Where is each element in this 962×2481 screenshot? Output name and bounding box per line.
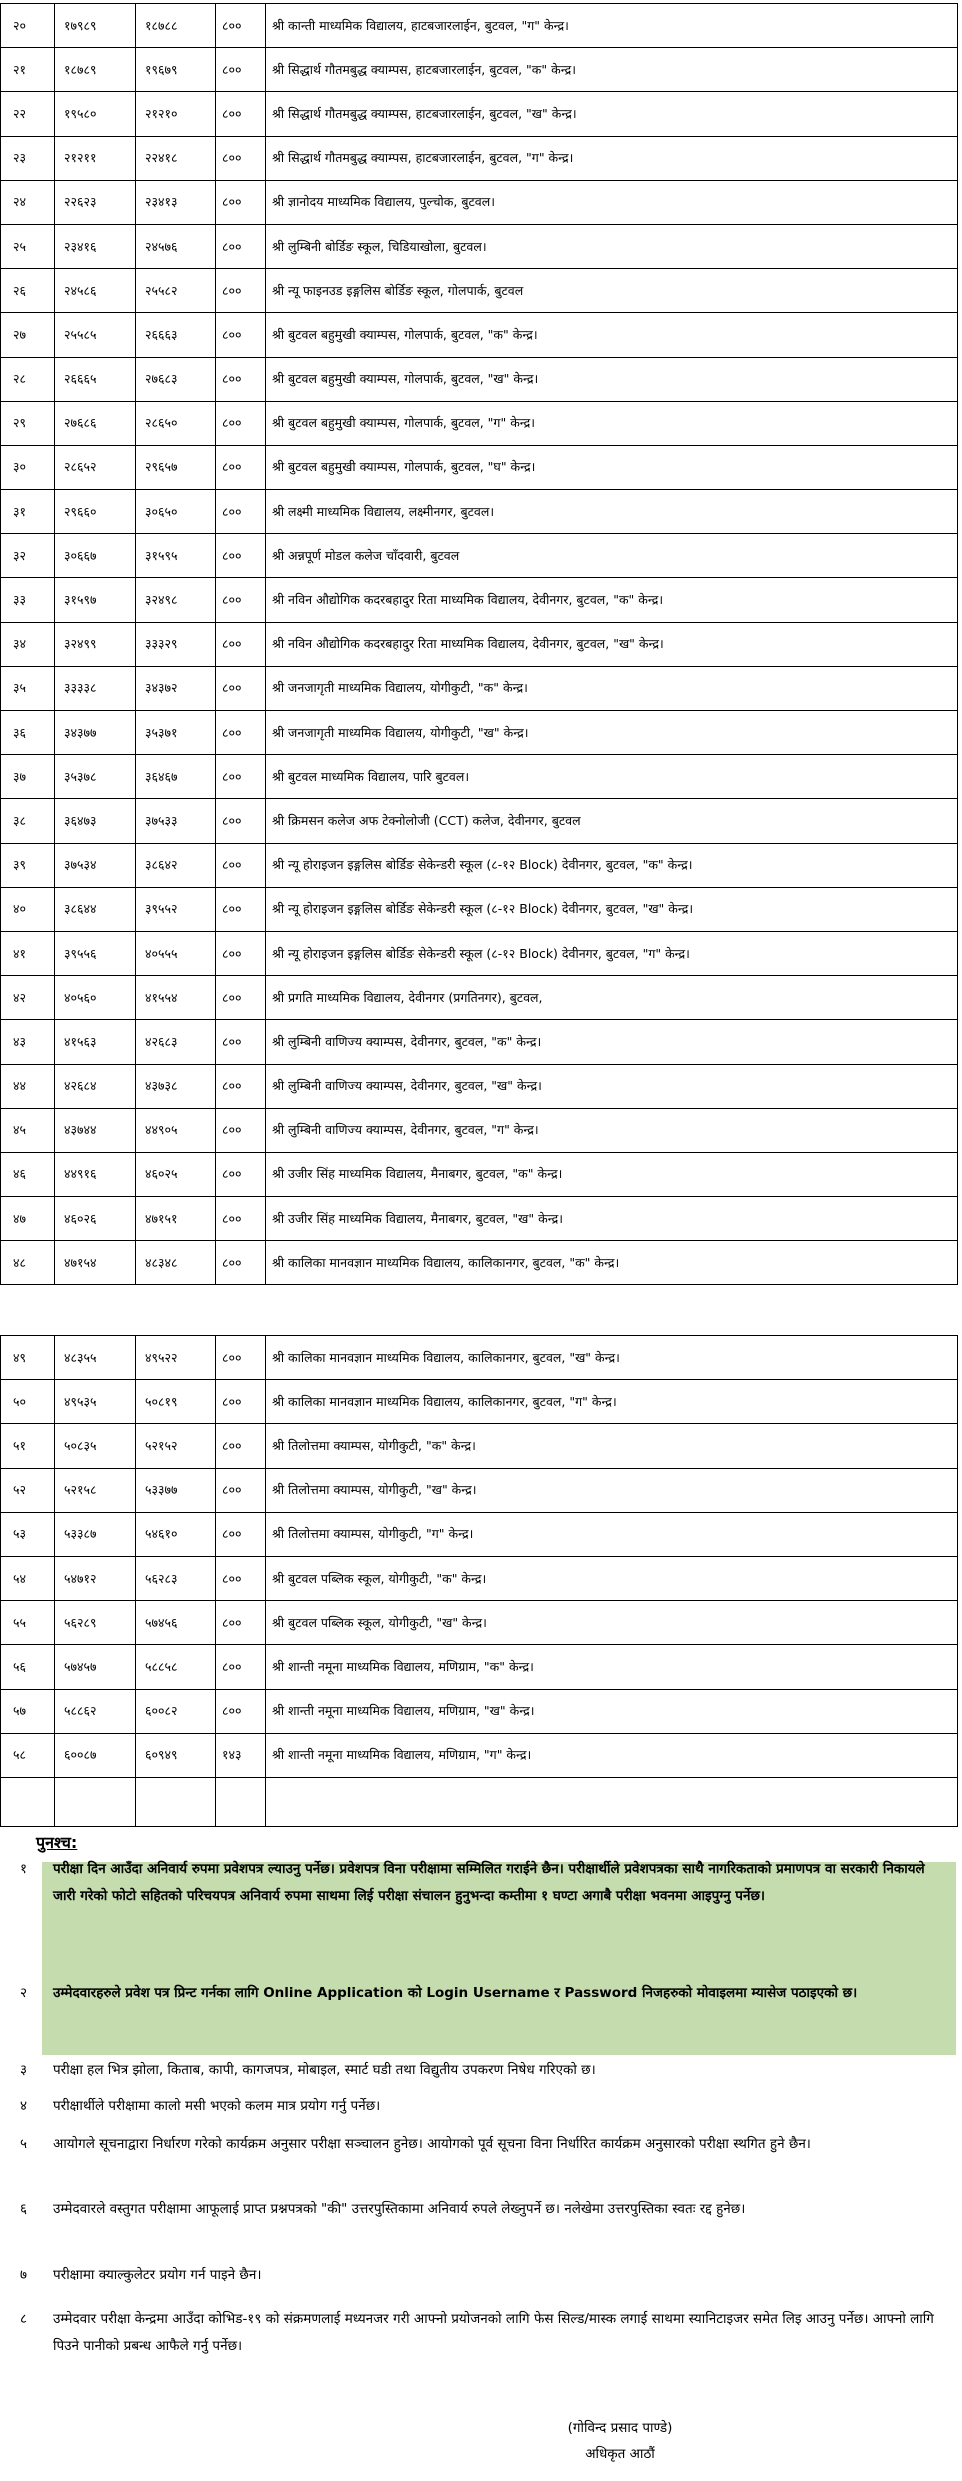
note-number: ६ (20, 2201, 28, 2217)
candidate-count-cell: ८०० (216, 976, 266, 1020)
exam-center-name-cell: श्री बुटवल बहुमुखी क्याम्पस, गोलपार्क, बुटवल, "ग" केन्द्र। (266, 401, 958, 445)
roll-to-cell: २८६५० (136, 401, 216, 445)
candidate-count-cell: ८०० (216, 1556, 266, 1600)
roll-from-cell: ३२४९९ (55, 622, 136, 666)
exam-center-name-cell: श्री शान्ती नमूना माध्यमिक विद्यालय, मणिग्राम, "क" केन्द्र। (266, 1645, 958, 1689)
note-text: परीक्षा दिन आउँदा अनिवार्य रुपमा प्रवेशपत्र ल्याउनु पर्नेछ। प्रवेशपत्र विना परीक्षामा सम्मिलित गराईने छैन। परीक्षार्थीले प्रवेशपत्रका साथै नागरिकताको प्रमाणपत्र वा सरकारी निकायले जारी गरेको फोटो सहितको परिचयपत्र अनिवार्य रुपमा साथमा लिई परीक्षा संचालन हुनुभन्दा कम्तीमा १ घण्टा अगाबै परीक्षा भवनमा आइपुग्नु पर्नेछ। (53, 1861, 925, 1904)
empty-cell (216, 1777, 266, 1826)
roll-to-cell: ६०९४९ (136, 1733, 216, 1777)
roll-from-cell: २१२११ (55, 136, 136, 180)
notes-heading: पुनश्च: (36, 1833, 78, 1852)
exam-center-name-cell: श्री नविन औद्योगिक कदरबहादुर रिता माध्यमिक विद्यालय, देवीनगर, बुटवल, "ख" केन्द्र। (266, 622, 958, 666)
candidate-count-cell: ८०० (216, 180, 266, 224)
roll-to-cell: ३२४९८ (136, 578, 216, 622)
candidate-count-cell: ८०० (216, 1601, 266, 1645)
serial-number-cell: २३ (1, 136, 55, 180)
table-row (1, 1468, 958, 1512)
roll-to-cell: ३४३७२ (136, 666, 216, 710)
exam-center-name-cell: श्री लक्ष्मी माध्यमिक विद्यालय, लक्ष्मीनगर, बुटवल। (266, 490, 958, 534)
candidate-count-cell: ८०० (216, 711, 266, 755)
serial-number-cell: ५५ (1, 1601, 55, 1645)
table-row (1, 578, 958, 622)
exam-center-name-cell: श्री लुम्बिनी वाणिज्य क्याम्पस, देवीनगर, बुटवल, "ग" केन्द्र। (266, 1108, 958, 1152)
roll-to-cell: ६००८२ (136, 1689, 216, 1733)
serial-number-cell: ३६ (1, 711, 55, 755)
roll-to-cell: ४८३४८ (136, 1241, 216, 1285)
roll-to-cell: ३०६५० (136, 490, 216, 534)
roll-from-cell: ३६४७३ (55, 799, 136, 843)
table-row (1, 1197, 958, 1241)
candidate-count-cell: ८०० (216, 1468, 266, 1512)
roll-to-cell: १९६७९ (136, 48, 216, 92)
exam-center-name-cell: श्री जनजागृती माध्यमिक विद्यालय, योगीकुटी, "क" केन्द्र। (266, 666, 958, 710)
roll-to-cell: २९६५७ (136, 445, 216, 489)
note-text: परीक्षा हल भित्र झोला, किताब, कापी, कागजपत्र, मोबाइल, स्मार्ट घडी तथा विद्युतीय उपकरण निषेध गरिएको छ। (53, 2062, 596, 2078)
roll-to-cell: ३३३२९ (136, 622, 216, 666)
serial-number-cell: ४८ (1, 1241, 55, 1285)
roll-from-cell: २२६२३ (55, 180, 136, 224)
note-number: २ (20, 1985, 28, 2001)
exam-center-name-cell: श्री बुटवल बहुमुखी क्याम्पस, गोलपार्क, बुटवल, "घ" केन्द्र। (266, 445, 958, 489)
exam-center-name-cell: श्री तिलोत्तमा क्याम्पस, योगीकुटी, "ख" केन्द्र। (266, 1468, 958, 1512)
exam-center-name-cell: श्री अन्नपूर्ण मोडल कलेज चाँदवारी, बुटवल (266, 534, 958, 578)
empty-cell (1, 1777, 55, 1826)
table-row (1, 711, 958, 755)
exam-center-name-cell: श्री तिलोत्तमा क्याम्पस, योगीकुटी, "ग" केन्द्र। (266, 1512, 958, 1556)
serial-number-cell: ३४ (1, 622, 55, 666)
roll-to-cell: २३४१३ (136, 180, 216, 224)
roll-to-cell: ५०८१९ (136, 1380, 216, 1424)
serial-number-cell: ४३ (1, 1020, 55, 1064)
table-row (1, 1064, 958, 1108)
candidate-count-cell: ८०० (216, 534, 266, 578)
roll-from-cell: ४२६८४ (55, 1064, 136, 1108)
roll-to-cell: ५७४५६ (136, 1601, 216, 1645)
note-text: उम्मेदवारहरुले प्रवेश पत्र प्रिन्ट गर्नका लागि Online Application को Login Username र Password निजहरुको मोवाइलमा म्यासेज पठाइएको छ। (53, 1985, 858, 2001)
serial-number-cell: ३९ (1, 843, 55, 887)
note-number: ४ (20, 2098, 28, 2114)
note-text: उम्मेदवार परीक्षा केन्द्रमा आउँदा कोभिड-१९ को संक्रमणलाई मध्यनजर गरी आफ्नो प्रयोजनको लागि फेस सिल्ड/मास्क लगाई साथमा स्यानिटाइजर समेत लिइ आउनु पर्नेछ। आफ्नो लागि पिउने पानीको प्रबन्ध आफैले गर्नु पर्नेछ। (53, 2311, 934, 2354)
candidate-count-cell: ८०० (216, 224, 266, 268)
roll-from-cell: ५२१५८ (55, 1468, 136, 1512)
serial-number-cell: ४० (1, 887, 55, 931)
table-row (1, 92, 958, 136)
serial-number-cell: २७ (1, 313, 55, 357)
signature-block (525, 2415, 715, 2467)
roll-from-cell: २३४१६ (55, 224, 136, 268)
roll-from-cell: ५७४५७ (55, 1645, 136, 1689)
candidate-count-cell: ८०० (216, 445, 266, 489)
candidate-count-cell: ८०० (216, 1689, 266, 1733)
exam-center-name-cell: श्री कान्ती माध्यमिक विद्यालय, हाटबजारलाईन, बुटवल, "ग" केन्द्र। (266, 4, 958, 48)
table-row (1, 136, 958, 180)
exam-center-name-cell: श्री न्यू होराइजन इङ्गलिस बोर्डिङ सेकेन्डरी स्कूल (८-१२ Block) देवीनगर, बुटवल, "ग" केन्द्र। (266, 931, 958, 975)
candidate-count-cell: १४३ (216, 1733, 266, 1777)
roll-from-cell: ४३७४४ (55, 1108, 136, 1152)
table-row (1, 1380, 958, 1424)
serial-number-cell: ४९ (1, 1336, 55, 1380)
serial-number-cell: ५० (1, 1380, 55, 1424)
note-text: परीक्षार्थीले परीक्षामा कालो मसी भएको कलम मात्र प्रयोग गर्नु पर्नेछ। (53, 2098, 381, 2114)
note-number: ३ (20, 2062, 28, 2078)
exam-center-name-cell: श्री बुटवल पब्लिक स्कूल, योगीकुटी, "ख" केन्द्र। (266, 1601, 958, 1645)
roll-from-cell: ३४३७७ (55, 711, 136, 755)
exam-center-name-cell: श्री न्यू होराइजन इङ्गलिस बोर्डिङ सेकेन्डरी स्कूल (८-१२ Block) देवीनगर, बुटवल, "ख" केन्द्र। (266, 887, 958, 931)
roll-from-cell: १७९८९ (55, 4, 136, 48)
empty-cell (55, 1777, 136, 1826)
table-row (1, 1689, 958, 1733)
serial-number-cell: २४ (1, 180, 55, 224)
exam-center-name-cell: श्री सिद्धार्थ गौतमबुद्ध क्याम्पस, हाटबजारलाईन, बुटवल, "ख" केन्द्र। (266, 92, 958, 136)
roll-from-cell: ५४७१२ (55, 1556, 136, 1600)
table-row (1, 313, 958, 357)
candidate-count-cell: ८०० (216, 887, 266, 931)
roll-from-cell: ३८६४४ (55, 887, 136, 931)
candidate-count-cell: ८०० (216, 1108, 266, 1152)
serial-number-cell: २८ (1, 357, 55, 401)
roll-to-cell: ४६०२५ (136, 1152, 216, 1196)
table-row (1, 887, 958, 931)
candidate-count-cell: ८०० (216, 1424, 266, 1468)
roll-to-cell: २७६८३ (136, 357, 216, 401)
candidate-count-cell: ८०० (216, 1336, 266, 1380)
candidate-count-cell: ८०० (216, 1064, 266, 1108)
serial-number-cell: ३३ (1, 578, 55, 622)
table-row (1, 976, 958, 1020)
exam-center-name-cell: श्री बुटवल बहुमुखी क्याम्पस, गोलपार्क, बुटवल, "ख" केन्द्र। (266, 357, 958, 401)
roll-to-cell: ३१५९५ (136, 534, 216, 578)
candidate-count-cell: ८०० (216, 799, 266, 843)
candidate-count-cell: ८०० (216, 1645, 266, 1689)
table-row (1, 48, 958, 92)
serial-number-cell: ३८ (1, 799, 55, 843)
candidate-count-cell: ८०० (216, 136, 266, 180)
table-row (1, 1020, 958, 1064)
candidate-count-cell: ८०० (216, 269, 266, 313)
serial-number-cell: ३० (1, 445, 55, 489)
exam-center-name-cell: श्री जनजागृती माध्यमिक विद्यालय, योगीकुटी, "ख" केन्द्र। (266, 711, 958, 755)
note-number: ५ (20, 2136, 28, 2152)
exam-center-name-cell: श्री उजीर सिंह माध्यमिक विद्यालय, मैनाबगर, बुटवल, "क" केन्द्र। (266, 1152, 958, 1196)
table-row (1, 1152, 958, 1196)
candidate-count-cell: ८०० (216, 666, 266, 710)
roll-to-cell: ३७५३३ (136, 799, 216, 843)
roll-to-cell: २४५७६ (136, 224, 216, 268)
serial-number-cell: ४४ (1, 1064, 55, 1108)
exam-center-name-cell: श्री सिद्धार्थ गौतमबुद्ध क्याम्पस, हाटबजारलाईन, बुटवल, "क" केन्द्र। (266, 48, 958, 92)
exam-center-name-cell: श्री ज्ञानोदय माध्यमिक विद्यालय, पुल्चोक, बुटवल। (266, 180, 958, 224)
roll-to-cell: ५३३७७ (136, 1468, 216, 1512)
roll-from-cell: १८७८९ (55, 48, 136, 92)
table-row (1, 666, 958, 710)
candidate-count-cell: ८०० (216, 622, 266, 666)
empty-cell (136, 1777, 216, 1826)
table-row (1, 799, 958, 843)
table-row (1, 1424, 958, 1468)
table-row (1, 180, 958, 224)
roll-to-cell: ५६२८३ (136, 1556, 216, 1600)
table-row (1, 1645, 958, 1689)
table-row (1, 1108, 958, 1152)
serial-number-cell: ५३ (1, 1512, 55, 1556)
serial-number-cell: २५ (1, 224, 55, 268)
exam-center-name-cell: श्री लुम्बिनी वाणिज्य क्याम्पस, देवीनगर, बुटवल, "क" केन्द्र। (266, 1020, 958, 1064)
table-row (1, 755, 958, 799)
table-row (1, 843, 958, 887)
serial-number-cell: ५६ (1, 1645, 55, 1689)
roll-from-cell: २८६५२ (55, 445, 136, 489)
table-row (1, 1336, 958, 1380)
exam-center-name-cell: श्री बुटवल माध्यमिक विद्यालय, पारि बुटवल। (266, 755, 958, 799)
roll-to-cell: ४४९०५ (136, 1108, 216, 1152)
roll-from-cell: ३९५५६ (55, 931, 136, 975)
note-number: १ (20, 1861, 28, 1877)
table-row (1, 1601, 958, 1645)
candidate-count-cell: ८०० (216, 755, 266, 799)
serial-number-cell: २९ (1, 401, 55, 445)
roll-from-cell: ५०८३५ (55, 1424, 136, 1468)
serial-number-cell: ४७ (1, 1197, 55, 1241)
roll-from-cell: २५५८५ (55, 313, 136, 357)
exam-center-name-cell: श्री शान्ती नमूना माध्यमिक विद्यालय, मणिग्राम, "ग" केन्द्र। (266, 1733, 958, 1777)
note-text: उम्मेदवारले वस्तुगत परीक्षामा आफूलाई प्राप्त प्रश्नपत्रको "की" उत्तरपुस्तिकामा अनिवार्य रुपले लेख्नुपर्ने छ। नलेखेमा उत्तरपुस्तिका स्वतः रद्द हुनेछ। (53, 2201, 746, 2217)
serial-number-cell: ५१ (1, 1424, 55, 1468)
roll-from-cell: ४४९१६ (55, 1152, 136, 1196)
candidate-count-cell: ८०० (216, 313, 266, 357)
table-row (1, 357, 958, 401)
roll-to-cell: ४२६८३ (136, 1020, 216, 1064)
roll-from-cell: २६६६५ (55, 357, 136, 401)
serial-number-cell: ५८ (1, 1733, 55, 1777)
table-row (1, 224, 958, 268)
serial-number-cell: ४१ (1, 931, 55, 975)
signatory-name: (गोविन्द प्रसाद पाण्डे) (567, 2420, 673, 2436)
table-row (1, 4, 958, 48)
roll-to-cell: ५२१५२ (136, 1424, 216, 1468)
table-row (1, 401, 958, 445)
serial-number-cell: ३२ (1, 534, 55, 578)
roll-to-cell: १८७८८ (136, 4, 216, 48)
exam-center-name-cell: श्री लुम्बिनी वाणिज्य क्याम्पस, देवीनगर, बुटवल, "ख" केन्द्र। (266, 1064, 958, 1108)
candidate-count-cell: ८०० (216, 931, 266, 975)
exam-center-name-cell: श्री लुम्बिनी बोर्डिङ स्कूल, चिडियाखोला, बुटवल। (266, 224, 958, 268)
table-row (1, 622, 958, 666)
candidate-count-cell: ८०० (216, 401, 266, 445)
roll-to-cell: ३८६४२ (136, 843, 216, 887)
roll-from-cell: ५६२८९ (55, 1601, 136, 1645)
table-row (1, 490, 958, 534)
note-number: ८ (20, 2311, 28, 2327)
table-row (1, 1556, 958, 1600)
roll-from-cell: ६००८७ (55, 1733, 136, 1777)
serial-number-cell: ५४ (1, 1556, 55, 1600)
roll-from-cell: ५३३८७ (55, 1512, 136, 1556)
roll-from-cell: ५८८६२ (55, 1689, 136, 1733)
table-row (1, 1241, 958, 1285)
roll-to-cell: २१२१० (136, 92, 216, 136)
exam-center-name-cell: श्री शान्ती नमूना माध्यमिक विद्यालय, मणिग्राम, "ख" केन्द्र। (266, 1689, 958, 1733)
note-text: आयोगले सूचनाद्वारा निर्धारण गरेको कार्यक्रम अनुसार परीक्षा सञ्चालन हुनेछ। आयोगको पूर्व सूचना विना निर्धारित कार्यक्रम अनुसारको परीक्षा स्थगित हुने छैन। (53, 2136, 811, 2152)
roll-from-cell: ४६०२६ (55, 1197, 136, 1241)
roll-from-cell: ३३३३८ (55, 666, 136, 710)
serial-number-cell: ५७ (1, 1689, 55, 1733)
exam-center-name-cell: श्री सिद्धार्थ गौतमबुद्ध क्याम्पस, हाटबजारलाईन, बुटवल, "ग" केन्द्र। (266, 136, 958, 180)
serial-number-cell: ५२ (1, 1468, 55, 1512)
roll-to-cell: २२४१८ (136, 136, 216, 180)
exam-center-name-cell: श्री कालिका मानवज्ञान माध्यमिक विद्यालय, कालिकानगर, बुटवल, "ग" केन्द्र। (266, 1380, 958, 1424)
roll-from-cell: ३५३७८ (55, 755, 136, 799)
roll-to-cell: ४३७३८ (136, 1064, 216, 1108)
candidate-count-cell: ८०० (216, 1152, 266, 1196)
roll-from-cell: ३७५३४ (55, 843, 136, 887)
roll-to-cell: ५८८५८ (136, 1645, 216, 1689)
roll-from-cell: ४८३५५ (55, 1336, 136, 1380)
candidate-count-cell: ८०० (216, 92, 266, 136)
empty-table-row (1, 1777, 958, 1826)
table-row (1, 1512, 958, 1556)
roll-to-cell: ४७१५१ (136, 1197, 216, 1241)
roll-from-cell: ४९५३५ (55, 1380, 136, 1424)
roll-from-cell: २७६८६ (55, 401, 136, 445)
candidate-count-cell: ८०० (216, 1512, 266, 1556)
exam-center-name-cell: श्री न्यू होराइजन इङ्गलिस बोर्डिङ सेकेन्डरी स्कूल (८-१२ Block) देवीनगर, बुटवल, "क" केन्द्र। (266, 843, 958, 887)
exam-center-name-cell: श्री उजीर सिंह माध्यमिक विद्यालय, मैनाबगर, बुटवल, "ख" केन्द्र। (266, 1197, 958, 1241)
roll-to-cell: ३९५५२ (136, 887, 216, 931)
exam-center-name-cell: श्री बुटवल पब्लिक स्कूल, योगीकुटी, "क" केन्द्र। (266, 1556, 958, 1600)
serial-number-cell: २० (1, 4, 55, 48)
candidate-count-cell: ८०० (216, 578, 266, 622)
exam-center-name-cell: श्री क्रिमसन कलेज अफ टेक्नोलोजी (CCT) कलेज, देवीनगर, बुटवल (266, 799, 958, 843)
roll-to-cell: ४१५५४ (136, 976, 216, 1020)
exam-center-name-cell: श्री कालिका मानवज्ञान माध्यमिक विद्यालय, कालिकानगर, बुटवल, "क" केन्द्र। (266, 1241, 958, 1285)
roll-to-cell: ५४६१० (136, 1512, 216, 1556)
roll-to-cell: ४०५५५ (136, 931, 216, 975)
serial-number-cell: ३१ (1, 490, 55, 534)
roll-from-cell: ४०५६० (55, 976, 136, 1020)
note-number: ७ (20, 2267, 28, 2283)
exam-center-name-cell: श्री तिलोत्तमा क्याम्पस, योगीकुटी, "क" केन्द्र। (266, 1424, 958, 1468)
roll-from-cell: १९५८० (55, 92, 136, 136)
signatory-title: अधिकृत आठौं (585, 2446, 655, 2462)
exam-center-table-part-1 (0, 3, 958, 1285)
candidate-count-cell: ८०० (216, 490, 266, 534)
candidate-count-cell: ८०० (216, 843, 266, 887)
serial-number-cell: ३५ (1, 666, 55, 710)
table-row (1, 931, 958, 975)
roll-from-cell: २४५८६ (55, 269, 136, 313)
roll-to-cell: ३५३७१ (136, 711, 216, 755)
exam-center-name-cell: श्री प्रगति माध्यमिक विद्यालय, देवीनगर (प्रगतिनगर), बुटवल, (266, 976, 958, 1020)
candidate-count-cell: ८०० (216, 4, 266, 48)
serial-number-cell: २६ (1, 269, 55, 313)
candidate-count-cell: ८०० (216, 1380, 266, 1424)
exam-center-name-cell: श्री कालिका मानवज्ञान माध्यमिक विद्यालय, कालिकानगर, बुटवल, "ख" केन्द्र। (266, 1336, 958, 1380)
empty-cell (266, 1777, 958, 1826)
exam-center-name-cell: श्री बुटवल बहुमुखी क्याम्पस, गोलपार्क, बुटवल, "क" केन्द्र। (266, 313, 958, 357)
serial-number-cell: २१ (1, 48, 55, 92)
exam-center-name-cell: श्री न्यू फाइनउड इङ्गलिस बोर्डिङ स्कूल, गोलपार्क, बुटवल (266, 269, 958, 313)
roll-to-cell: २६६६३ (136, 313, 216, 357)
serial-number-cell: ४६ (1, 1152, 55, 1196)
candidate-count-cell: ८०० (216, 48, 266, 92)
roll-to-cell: ४९५२२ (136, 1336, 216, 1380)
table-row (1, 445, 958, 489)
roll-from-cell: ३१५९७ (55, 578, 136, 622)
candidate-count-cell: ८०० (216, 1020, 266, 1064)
roll-from-cell: ४१५६३ (55, 1020, 136, 1064)
table-row (1, 534, 958, 578)
roll-to-cell: ३६४६७ (136, 755, 216, 799)
serial-number-cell: ३७ (1, 755, 55, 799)
roll-from-cell: ३०६६७ (55, 534, 136, 578)
serial-number-cell: ४५ (1, 1108, 55, 1152)
roll-from-cell: ४७१५४ (55, 1241, 136, 1285)
candidate-count-cell: ८०० (216, 1241, 266, 1285)
candidate-count-cell: ८०० (216, 1197, 266, 1241)
serial-number-cell: २२ (1, 92, 55, 136)
note-text: परीक्षामा क्याल्कुलेटर प्रयोग गर्न पाइने छैन। (53, 2267, 262, 2283)
exam-center-name-cell: श्री नविन औद्योगिक कदरबहादुर रिता माध्यमिक विद्यालय, देवीनगर, बुटवल, "क" केन्द्र। (266, 578, 958, 622)
candidate-count-cell: ८०० (216, 357, 266, 401)
exam-center-table-part-2 (0, 1335, 958, 1827)
roll-from-cell: २९६६० (55, 490, 136, 534)
table-row (1, 1733, 958, 1777)
roll-to-cell: २५५८२ (136, 269, 216, 313)
table-row (1, 269, 958, 313)
serial-number-cell: ४२ (1, 976, 55, 1020)
